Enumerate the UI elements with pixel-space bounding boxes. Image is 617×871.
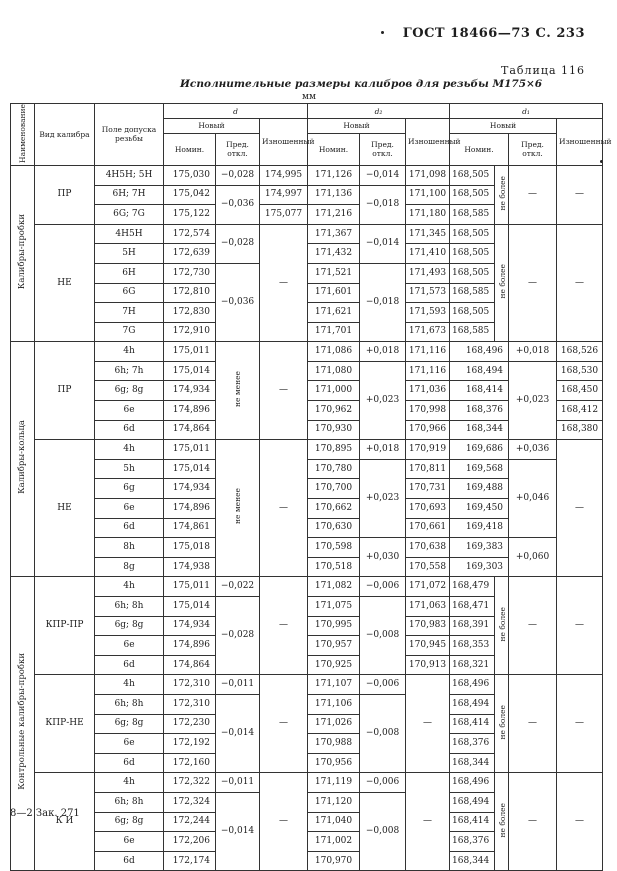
table-row: 6g; 8g 172,244 171,040 168,414 bbox=[11, 812, 603, 832]
table-row: 6e 172,192 170,988 168,376 bbox=[11, 734, 603, 754]
worn-header: Изношенный bbox=[406, 119, 450, 166]
table-row: 6g 174,934 170,700 170,731 169,488 bbox=[11, 479, 603, 499]
table-row: К И 4h 172,322 −0,011 — 171,119 −0,006 — 168,496 не более — — bbox=[11, 773, 603, 793]
table-row: 6e 174,896 170,962 170,998 168,376 168,412 bbox=[11, 401, 603, 421]
table-row: 6g; 8g 174,934 171,000 171,036 168,414 168,450 bbox=[11, 381, 603, 401]
page-footer: 8—2 Зак. 271 bbox=[10, 808, 80, 819]
limit-header: Пред. откл. bbox=[509, 133, 557, 165]
table-row: 8g 174,938 170,518 170,558 169,303 bbox=[11, 557, 603, 577]
calibre-type: ПР bbox=[35, 342, 95, 440]
col-type-header: Вид калибра bbox=[35, 104, 95, 166]
worn-header: Изношенный bbox=[557, 119, 603, 166]
table-row: НЕ 4h 175,011 не менее — 170,895 +0,018 170,919 169,686 +0,036 — bbox=[11, 440, 603, 460]
unit-label: мм bbox=[302, 92, 317, 102]
table-row: 8h 175,018 170,598 +0,030 170,638 169,383 +0,060 bbox=[11, 538, 603, 558]
table-row: КПР-НЕ 4h 172,310 −0,011 — 171,107 −0,006 — 168,496 не более — — bbox=[11, 675, 603, 695]
table-row: 6Н 172,730 −0,036 171,521 −0,018 171,493 168,505 bbox=[11, 263, 603, 283]
table-row: 6h; 8h 175,014 −0,028 171,075 −0,008 171,063 168,471 bbox=[11, 597, 603, 617]
table-row: 6G 172,810 171,601 171,573 168,585 bbox=[11, 283, 603, 303]
calibre-table bbox=[10, 103, 612, 871]
table-row: 5Н 172,639 171,432 171,410 168,505 bbox=[11, 244, 603, 264]
new-header: Новый bbox=[450, 119, 557, 134]
table-row: Калибры-пробки ПР 4Н5Н; 5Н 175,030 −0,028 174,995 171,126 −0,014 171,098 168,505 не более — — bbox=[11, 165, 603, 185]
table-row: 6g; 8g 174,934 170,995 170,983 168,391 bbox=[11, 616, 603, 636]
page-header: ГОСТ 18466—73 С. 233 bbox=[402, 26, 585, 41]
table-row: 6d 172,160 170,956 168,344 bbox=[11, 753, 603, 773]
group-label: Калибры-кольца bbox=[11, 342, 35, 577]
table-row: 6Н; 7Н 175,042 −0,036 174,997 171,136 −0,018 171,100 168,505 bbox=[11, 185, 603, 205]
col-d1-header: d₁ bbox=[450, 104, 603, 119]
table-row: 6G; 7G 175,122 175,077 171,216 171,180 168,585 bbox=[11, 205, 603, 225]
group-label: Контрольные калибры-пробки bbox=[11, 577, 35, 871]
table-title: Исполнительные размеры калибров для резьбы М175×6 bbox=[180, 78, 543, 90]
nominal-header: Номин. bbox=[450, 133, 509, 165]
col-tolerance-header: Поле допуска резьбы bbox=[95, 104, 164, 166]
calibre-type: КПР-НЕ bbox=[35, 675, 95, 773]
dot-mark bbox=[381, 31, 384, 34]
table-row: 6h; 8h 172,310 −0,014 171,106 −0,008 168,494 bbox=[11, 694, 603, 714]
table-row: 6h; 8h 172,324 −0,014 171,120 −0,008 168,494 bbox=[11, 792, 603, 812]
new-header: Новый bbox=[164, 119, 260, 134]
table-row: 6h; 7h 175,014 171,080 +0,023 171,116 168,494 +0,023 168,530 bbox=[11, 361, 603, 381]
col-name-header: Наименование bbox=[11, 104, 35, 166]
table-label: Таблица 116 bbox=[501, 64, 585, 77]
worn-header: Изношенный bbox=[260, 119, 308, 166]
table-row: Контрольные калибры-пробки КПР-ПР 4h 175,011 −0,022 — 171,082 −0,006 171,072 168,479 не более — — bbox=[11, 577, 603, 597]
table-row: 6g; 8g 172,230 171,026 168,414 bbox=[11, 714, 603, 734]
new-header: Новый bbox=[308, 119, 406, 134]
table-row: 6e 174,896 170,957 170,945 168,353 bbox=[11, 636, 603, 656]
calibre-type: НЕ bbox=[35, 440, 95, 577]
table-row: Калибры-кольца ПР 4h 175,011 не менее — 171,086 +0,018 171,116 168,496 +0,018 168,526 bbox=[11, 342, 603, 362]
group-label: Калибры-пробки bbox=[11, 165, 35, 341]
col-d-header: d bbox=[164, 104, 308, 119]
table-row: 6e 172,206 171,002 168,376 bbox=[11, 832, 603, 852]
calibre-type: ПР bbox=[35, 165, 95, 224]
calibre-type: КПР-ПР bbox=[35, 577, 95, 675]
table-row: 5h 175,014 170,780 +0,023 170,811 169,568 +0,046 bbox=[11, 459, 603, 479]
calibre-type: НЕ bbox=[35, 224, 95, 342]
limit-header: Пред. откл. bbox=[360, 133, 406, 165]
table-row: 6d 174,864 170,930 170,966 168,344 168,380 bbox=[11, 420, 603, 440]
nominal-header: Номин. bbox=[308, 133, 360, 165]
table-row: 6e 174,896 170,662 170,693 169,450 bbox=[11, 499, 603, 519]
table-row: 7G 172,910 171,701 171,673 168,585 bbox=[11, 322, 603, 342]
nominal-header: Номин. bbox=[164, 133, 216, 165]
table-row: 6d 172,174 170,970 168,344 bbox=[11, 851, 603, 871]
table-row: НЕ 4Н5Н 172,574 −0,028 — 171,367 −0,014 171,345 168,505 не более — — bbox=[11, 224, 603, 244]
table-row: 6d 174,864 170,925 170,913 168,321 bbox=[11, 655, 603, 675]
calibre-type: К И bbox=[35, 773, 95, 871]
table-row: 6d 174,861 170,630 170,661 169,418 bbox=[11, 518, 603, 538]
table-row: 7Н 172,830 171,621 171,593 168,505 bbox=[11, 303, 603, 323]
col-d2-header: d₂ bbox=[308, 104, 450, 119]
limit-header: Пред. откл. bbox=[216, 133, 260, 165]
